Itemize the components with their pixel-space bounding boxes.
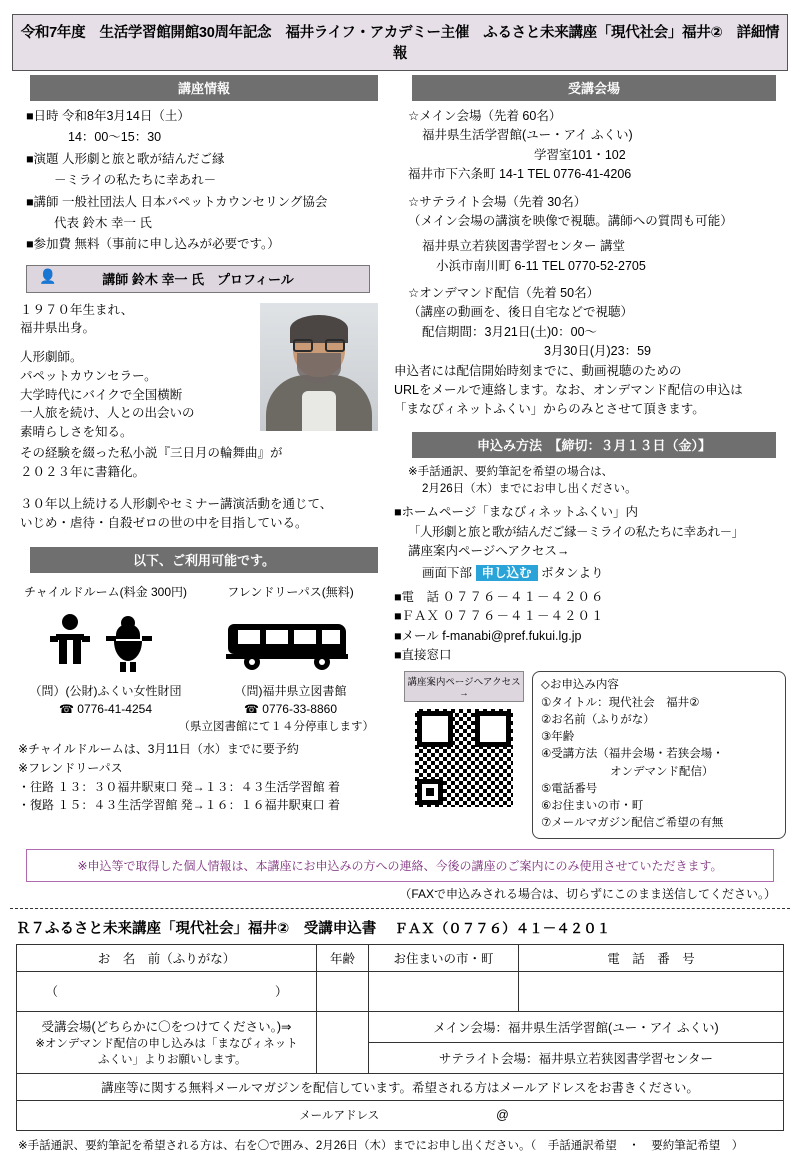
venue-main-title: ☆メイン会場（先着 60名）: [408, 109, 562, 123]
qr-code-icon[interactable]: [412, 706, 516, 810]
venue-option-main[interactable]: メイン会場：福井県生活学習館(ユー・アイ ふくい): [369, 1011, 784, 1042]
col-header-city: お住まいの市・町: [369, 944, 519, 971]
form-title: [16, 917, 784, 938]
facility-tel: ☎ 0776-41-4254: [58, 702, 152, 717]
table-row-magazine: [17, 1073, 784, 1100]
facility-note: ※フレンドリーパス: [18, 760, 123, 775]
qr-caption: 講座案内ページへアクセス→: [404, 671, 524, 702]
contact-label: ■直接窓口: [394, 647, 452, 662]
checklist-item: ⑤電話番号: [541, 782, 598, 795]
course-info-block: [12, 107, 384, 255]
venue-ondemand-desc3: 「まなびィネットふくい」からのみとさせて頂きます。: [394, 402, 705, 417]
apply-homepage: ■ホームページ「まなびィネットふくい」内: [394, 505, 639, 520]
name-paren-right: ）: [274, 985, 288, 999]
profile-line: 一人旅を続け、人との出会いの: [20, 406, 195, 421]
profile-line: いじめ・虐待・自殺ゼロの世の中を目指している。: [20, 516, 308, 530]
flyer-page: [0, 14, 800, 1152]
venue-main-address: 福井市下六条町 14-1 TEL 0776-41-4206: [408, 167, 632, 182]
section-header-venues: 受講会場: [412, 75, 776, 101]
table-header-row: [17, 944, 784, 971]
contact-row: [394, 627, 786, 646]
contact-value: ０７７６－４１－４２０６: [442, 589, 605, 604]
contact-block: [394, 588, 786, 666]
profile-line: 素晴らしさを知る。: [20, 425, 133, 440]
venue-satellite-title: ☆サテライト会場（先着 30名）: [408, 194, 587, 209]
page-title: 令和7年度 生活学習館開館30周年記念 福井ライフ・アカデミー主催 ふるさと未来講座「現代社会」福井② 詳細情報: [12, 14, 788, 71]
section-header-profile: [26, 265, 370, 293]
venue-instruction-line1: 受講会場(どちらかに〇をつけてください。)⇒: [41, 1020, 292, 1034]
venue-ondemand-period: 配信期間：3月21日(土)0：00～: [422, 324, 598, 339]
venue-satellite-note: （メイン会場の講演を映像で視聴。講師への質問も可能）: [408, 213, 733, 228]
checklist-item: ②お名前（ふりがな）: [541, 713, 655, 726]
course-fee: ■参加費 無料（事前に申し込みが必要です。）: [26, 237, 280, 252]
checklist-item: オンデマンド配信）: [541, 765, 714, 778]
profile-line: ２０２３年に書籍化。: [20, 465, 146, 480]
venue-main-room: 学習室101・102: [534, 147, 626, 162]
venue-circle-input[interactable]: [317, 1011, 369, 1073]
section-header-course-info: 講座情報: [30, 75, 378, 101]
facility-note: ・復路 １５：４３生活学習館 発→１６：１６福井駅東口 着: [18, 798, 341, 813]
contact-row: [394, 607, 786, 626]
profile-line: 大学時代にバイクで全国横断: [20, 387, 183, 402]
apply-button-hint: [394, 564, 786, 583]
input-phone[interactable]: [519, 971, 784, 1011]
profile-line: 福井県出身。: [20, 321, 96, 336]
apply-note-line: 2月26日（木）までにお申し出ください。: [422, 483, 637, 496]
two-column-body: [0, 75, 800, 839]
section-header-facilities: 以下、ご利用可能です。: [30, 547, 378, 573]
course-lecturer-org: ■講師 一般社団法人 日本パペットカウンセリング協会: [26, 194, 328, 209]
table-row: [17, 971, 784, 1011]
input-name[interactable]: [17, 971, 317, 1011]
contact-row: [394, 588, 786, 607]
person-icon: 👤: [39, 267, 57, 284]
application-checklist: [532, 671, 786, 838]
lecturer-photo: [260, 303, 378, 431]
contact-label: ■ＦＡＸ: [394, 609, 440, 624]
contact-value: ０７７６－４１－４２０１: [442, 609, 605, 624]
facility-caption: フレンドリーパス(無料): [227, 585, 354, 600]
apply-access-page: 講座案内ページへアクセス→: [408, 544, 570, 558]
course-date: ■日時 令和8年3月14日（土）: [26, 109, 190, 123]
table-row-email: [17, 1100, 784, 1130]
facility-notes: [12, 734, 384, 814]
checklist-item: ④受講方法（福井会場・若狭会場・: [541, 748, 724, 761]
facility-friendlypass: [203, 583, 378, 680]
facility-contacts: [12, 680, 384, 718]
venue-instruction-line2: ※オンデマンド配信の申し込みは「まなびィネット: [35, 1038, 298, 1050]
section-header-apply: 申込み方法 【締切：３月１３日（金）】: [412, 432, 776, 458]
venue-ondemand-desc2: URLをメールで連絡します。なお、オンデマンド配信の申込は: [394, 382, 743, 397]
venue-ondemand-period-end: 3月30日(月)23：59: [544, 344, 651, 359]
venue-ondemand-title: ☆オンデマンド配信（先着 50名）: [408, 286, 600, 300]
form-title-text: Ｒ７ふるさと未来講座「現代社会」福井② 受講申込書: [16, 920, 377, 937]
apply-how-block: [394, 503, 786, 584]
profile-body: [12, 301, 384, 442]
course-lecturer-name: 代表 鈴木 幸一 氏: [54, 215, 152, 230]
email-at-sign: @: [496, 1108, 509, 1122]
apply-now-button[interactable]: 申し込む: [476, 565, 538, 581]
profile-line: １９７０年生まれ、: [20, 302, 134, 317]
checklist-item: ③年齢: [541, 731, 575, 743]
form-table: [16, 944, 784, 1131]
baby-care-icon: [18, 604, 193, 680]
venue-instruction: [17, 1011, 317, 1073]
checklist-item: ⑥お住まいの市・町: [541, 800, 644, 812]
magazine-note: 講座等に関する無料メールマガジンを配信しています。希望される方はメールアドレスをお書きください。: [17, 1073, 784, 1100]
course-topic: ■演題 人形劇と旅と歌が結んだご縁: [26, 151, 225, 166]
contact-label: ■メール: [394, 628, 439, 643]
profile-text: [20, 301, 252, 442]
facility-contact-left: [18, 682, 193, 718]
right-column: [394, 75, 786, 839]
venue-satellite-place: 福井県立若狭図書学習センター 講堂: [422, 239, 625, 254]
apply-block: [394, 464, 786, 500]
qr-and-checklist: [394, 665, 786, 838]
venue-main-place: 福井県生活学習館(ユー・アイ ふくい): [422, 128, 633, 143]
venue-ondemand-desc1: 申込者には配信開始時刻までに、動画視聴のための: [394, 363, 682, 378]
profile-line: 人形劇師。: [20, 350, 83, 365]
table-row-venue-main: [17, 1011, 784, 1042]
facility-grid: [12, 579, 384, 680]
venue-satellite-address: 小浜市南川町 6-11 TEL 0770-52-2705: [436, 258, 646, 273]
contact-value[interactable]: f-manabi@pref.fukui.lg.jp: [442, 628, 582, 643]
venue-option-satellite[interactable]: サテライト会場：福井県立若狭図書学習センター: [369, 1042, 784, 1073]
fax-instruction: （FAXで申込みされる場合は、切らずにこのまま送信してください。）: [399, 886, 776, 901]
email-label: メールアドレス: [299, 1110, 380, 1122]
qr-block: [404, 671, 524, 810]
bus-icon: [203, 604, 378, 680]
facility-childroom: [18, 583, 193, 680]
form-fax: ＦＡＸ（０７７６）４１－４２０１: [394, 920, 611, 936]
facility-tel: ☎ 0776-33-8860: [243, 702, 337, 717]
input-city[interactable]: [369, 971, 519, 1011]
left-column: [12, 75, 384, 815]
input-email[interactable]: [17, 1100, 784, 1130]
profile-line: パペットカウンセラー。: [20, 368, 157, 383]
profile-line: その経験を綴った私小説『三日月の輪舞曲』が: [20, 445, 283, 460]
cut-line-divider: [10, 908, 790, 909]
facility-note: ・往路 １３：３０福井駅東口 発→１３：４３生活学習館 着: [18, 779, 341, 794]
col-header-age: 年齢: [317, 944, 369, 971]
apply-course-name: 「人形劇と旅と歌が結んだご縁－ミライの私たちに幸あれ－」: [408, 524, 744, 539]
apply-button-hint-prefix: 画面下部: [422, 566, 473, 581]
checklist-item: ⑦メールマガジン配信ご希望の有無: [541, 817, 724, 830]
profile-line: ３０年以上続ける人形劇やセミナー講演活動を通じて、: [20, 496, 333, 511]
facility-note: ※チャイルドルームは、3月11日（水）までに要予約: [18, 742, 299, 757]
col-header-phone: 電 話 番 号: [519, 944, 784, 971]
venue-ondemand-note: （講座の動画を、後日自宅などで視聴）: [408, 305, 634, 320]
facility-sub-note: （県立図書館にて１４分停車します）: [178, 721, 374, 734]
checklist-title: ◇お申込み内容: [541, 679, 619, 692]
contact-label: ■電 話: [394, 589, 440, 604]
privacy-notice: ※申込等で取得した個人情報は、本講座にお申込みの方への連絡、今後の講座のご案内にのみ使用させていただきます。: [26, 849, 774, 882]
facility-caption: チャイルドルーム(料金 300円): [24, 585, 187, 600]
apply-button-hint-suffix: ボタンより: [541, 566, 604, 581]
name-paren-left: （: [45, 985, 59, 999]
course-topic-sub: －ミライの私たちに幸あれ－: [54, 173, 217, 188]
application-form: [16, 917, 784, 1153]
course-time: 14：00～15：30: [68, 130, 162, 145]
facility-contact-right: [203, 682, 378, 718]
col-header-name: お 名 前（ふりがな）: [17, 944, 317, 971]
form-foot-note: ※手話通訳、要約筆記を希望される方は、右を〇で囲み、2月26日（木）までにお申し出ください。（ 手話通訳希望 ・ 要約筆記希望 ）: [18, 1139, 744, 1152]
checklist-item: ①タイトル：現代社会 福井②: [541, 696, 700, 709]
venue-block: [394, 107, 786, 420]
profile-header-label: 講師 鈴木 幸一 氏 プロフィール: [102, 271, 294, 287]
venue-instruction-line3: ふくい」よりお願いします。: [86, 1054, 247, 1066]
apply-note-line: ※手話通訳、要約筆記を希望の場合は、: [408, 465, 614, 478]
facility-org: （問)福井県立図書館: [234, 684, 347, 699]
profile-text-cont: [12, 442, 384, 534]
contact-row: [394, 646, 786, 665]
facility-org: （問）(公財)ふくい女性財団: [29, 684, 182, 699]
input-age[interactable]: [317, 971, 369, 1011]
